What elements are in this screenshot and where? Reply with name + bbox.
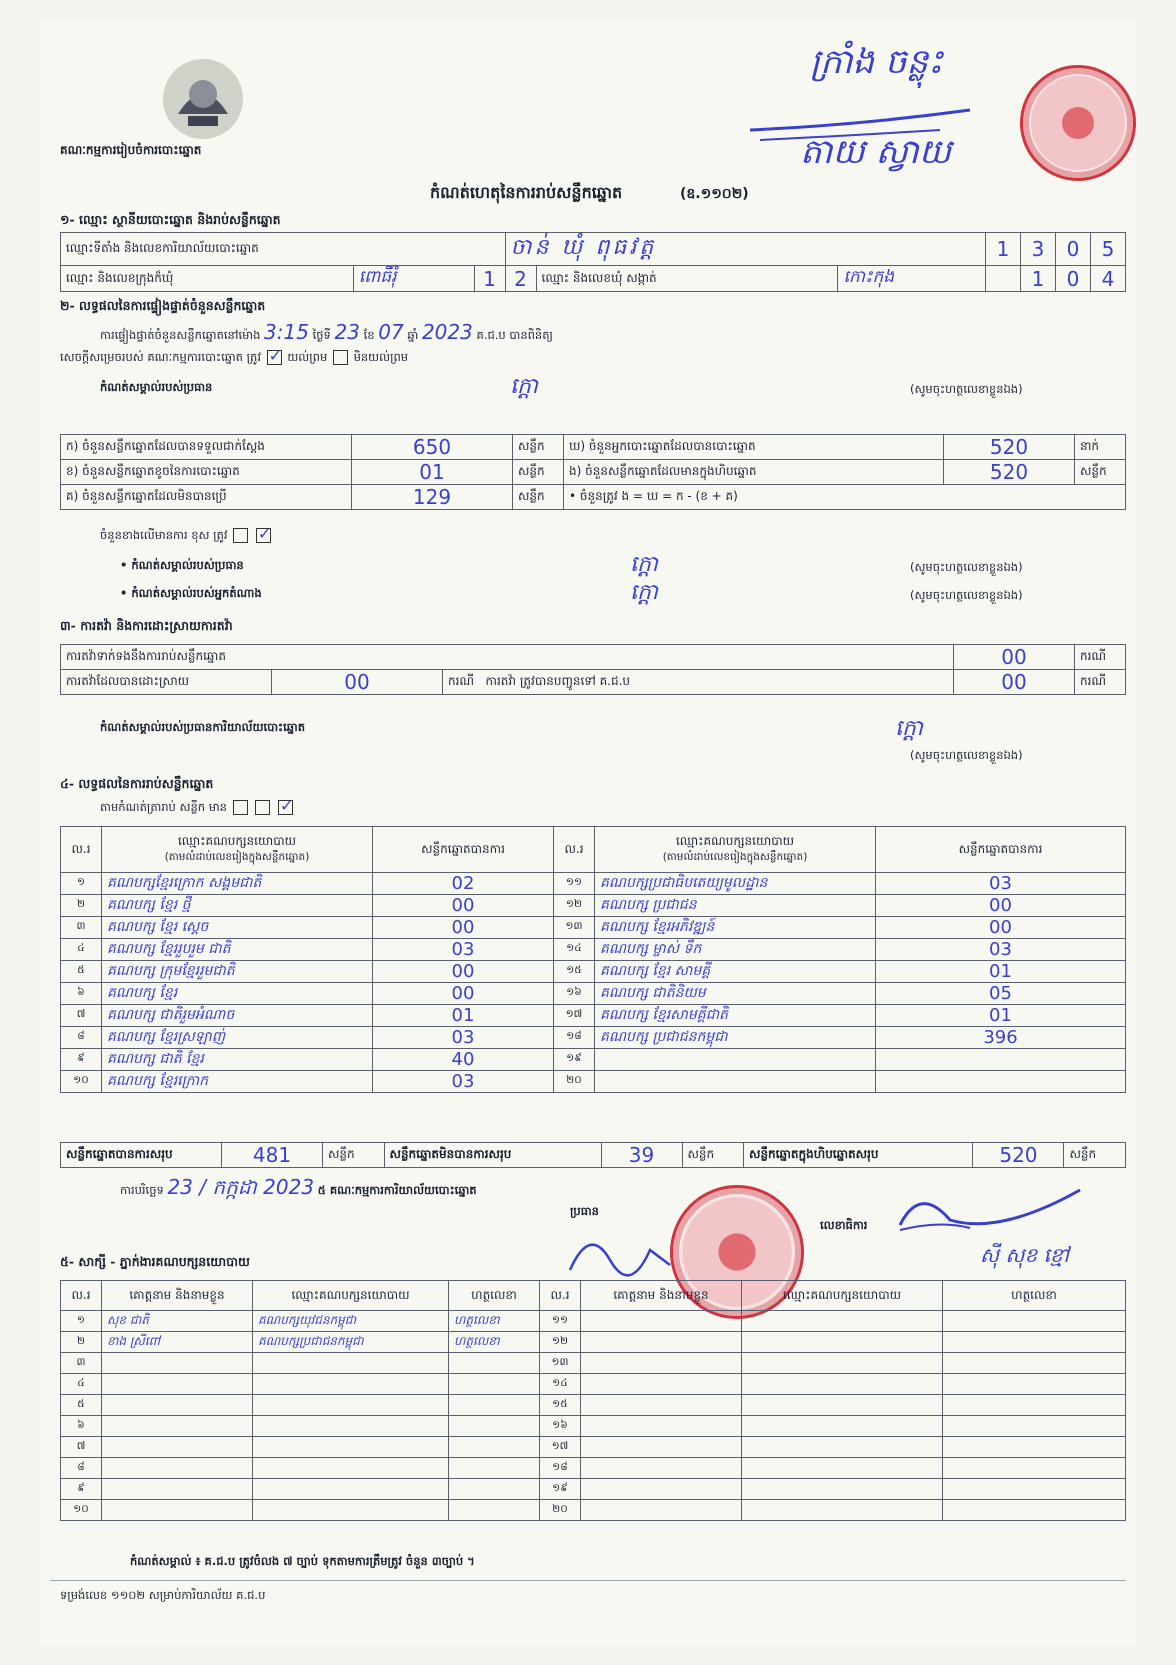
- sign2-note: (សូមចុះហត្ថលេខាខ្លួនឯង): [910, 588, 1023, 602]
- party-votes-left: 01: [373, 1005, 554, 1027]
- row-c-label: គ) ចំនួនសន្លឹកឆ្នោតដែលមិនបានប្រើ: [61, 485, 352, 510]
- table-row: [61, 1027, 1126, 1049]
- party-name-left: គណបក្ស ជាតិ ខ្មែរ: [102, 1049, 373, 1071]
- table-row: [61, 961, 1126, 983]
- witness-party-left: គណបក្សប្រជាជនកម្ពុជា: [253, 1332, 449, 1353]
- sign1-value: ក្ដោ: [630, 552, 658, 577]
- witness-sign-left: [449, 1395, 540, 1416]
- secretary-signature: [880, 1180, 1100, 1250]
- line1-prefix: ការផ្ទៀងផ្ទាត់ចំនួនសន្លឹកឆ្នោតនៅម៉ោង: [100, 328, 261, 342]
- party-no-right: ១៨: [554, 1027, 595, 1049]
- option1-checkbox[interactable]: [233, 800, 248, 815]
- party-no-left: ៧: [61, 1005, 102, 1027]
- disagree-label: មិនយល់ព្រម: [353, 350, 409, 364]
- total-invalid-label: សន្លឹកឆ្នោតមិនបានការសរុប: [384, 1143, 601, 1168]
- section2-line2: [60, 350, 408, 367]
- section1-table: [60, 232, 1126, 292]
- party-name-right: គណបក្ស ជាតិនិយម: [595, 983, 876, 1005]
- witness-no-right: ១៧: [540, 1437, 581, 1458]
- row-d-label: ឃ) ចំនួនអ្នកបោះឆ្នោតដែលបានបោះឆ្នោត: [564, 435, 944, 460]
- party-no-left: ១០: [61, 1071, 102, 1093]
- row2-digit-b3: 4: [1091, 266, 1126, 292]
- witness-party-left: [253, 1374, 449, 1395]
- witness-party-left: គណបក្សយុវជនកម្ពុជា: [253, 1311, 449, 1332]
- party-no-left: ២: [61, 895, 102, 917]
- party-name-left: គណបក្ស ខ្មែរក្រោក: [102, 1071, 373, 1093]
- witness-no-right: ១៥: [540, 1395, 581, 1416]
- table-row: [61, 1395, 1126, 1416]
- party-no-left: ៥: [61, 961, 102, 983]
- national-emblem-icon: [158, 54, 248, 144]
- row2-digit-b2: 0: [1056, 266, 1091, 292]
- w-col-name-left: គោត្តនាម និងនាមខ្លួន: [102, 1281, 253, 1311]
- row1-digit-2: 3: [1021, 233, 1056, 266]
- party-name-left: គណបក្សខ្មែរក្រោក សង្គមជាតិ: [102, 873, 373, 895]
- witness-no-right: ២០: [540, 1500, 581, 1521]
- party-no-left: ១: [61, 873, 102, 895]
- witness-name-left: [102, 1374, 253, 1395]
- total-invalid-value: 39: [601, 1143, 682, 1168]
- witness-party-right: [742, 1374, 943, 1395]
- col-no-left: ល.រ: [61, 827, 102, 873]
- party-votes-right: 03: [876, 873, 1126, 895]
- row-e-unit: សន្លឹក: [1075, 460, 1126, 485]
- party-votes-left: 03: [373, 1071, 554, 1093]
- witness-sign-right: [943, 1353, 1126, 1374]
- witness-no-left: ២: [61, 1332, 102, 1353]
- witness-no-left: ៥: [61, 1395, 102, 1416]
- party-no-right: ១៣: [554, 917, 595, 939]
- col-name-right-title: ឈ្មោះគណបក្សនយោបាយ: [675, 834, 795, 848]
- witness-no-left: ១: [61, 1311, 102, 1332]
- witness-name-right: [581, 1416, 742, 1437]
- disagree-checkbox[interactable]: [333, 350, 348, 365]
- party-votes-right: [876, 1049, 1126, 1071]
- party-name-left: គណបក្ស ខ្មែរ ថ្មី: [102, 895, 373, 917]
- witness-name-right: [581, 1311, 742, 1332]
- total-valid-unit: សន្លឹក: [323, 1143, 385, 1168]
- party-votes-left: 03: [373, 1027, 554, 1049]
- party-name-right: [595, 1049, 876, 1071]
- party-votes-right: [876, 1071, 1126, 1093]
- row2-label-b: ឈ្មោះ និងលេខឃុំ សង្កាត់: [536, 266, 838, 292]
- section3-title: ៣- ការតវ៉ា និងការដោះស្រាយការតវ៉ា: [60, 618, 233, 633]
- party-name-right: គណបក្ស ប្រជាជន: [595, 895, 876, 917]
- witness-no-right: ១៩: [540, 1479, 581, 1500]
- col-votes-left: សន្លឹកឆ្នោតបានការ: [373, 827, 554, 873]
- witness-party-right: [742, 1437, 943, 1458]
- section2-check-line: [100, 528, 273, 545]
- table-row: [61, 917, 1126, 939]
- witness-sign-right: [943, 1395, 1126, 1416]
- witness-no-left: ៩: [61, 1479, 102, 1500]
- witness-name-right: [581, 1479, 742, 1500]
- witness-party-left: [253, 1353, 449, 1374]
- row-c-unit: សន្លឹក: [513, 485, 564, 510]
- section3-sign-value: ក្ដោ: [895, 716, 923, 741]
- witness-sign-left: [449, 1479, 540, 1500]
- section4-title: ៤- លទ្ធផលនៃការរាប់សន្លឹកឆ្នោត: [60, 776, 214, 791]
- witness-name-right: [581, 1437, 742, 1458]
- party-votes-left: 00: [373, 895, 554, 917]
- form-code: (ឧ.១១០២): [680, 186, 749, 202]
- witness-no-left: ៧: [61, 1437, 102, 1458]
- option2-checkbox[interactable]: [255, 800, 270, 815]
- date-suffix: ៥ គណៈកម្មការការិយាល័យបោះឆ្នោត: [317, 1183, 477, 1197]
- party-name-right: គណបក្សប្រជាធិបតេយ្យមូលដ្ឋាន: [595, 873, 876, 895]
- col-no-right: ល.រ: [554, 827, 595, 873]
- line2-text: សេចក្តីសម្រេចរបស់ គណៈកម្មការបោះឆ្នោត ត្រូវ: [60, 350, 262, 364]
- party-name-right: គណបក្ស ម្ចាស់ ទឹក: [595, 939, 876, 961]
- party-votes-right: 01: [876, 961, 1126, 983]
- table-row: [61, 1500, 1126, 1521]
- witness-sign-right: [943, 1374, 1126, 1395]
- witness-table: [60, 1280, 1126, 1521]
- w-col-name-right: គោត្តនាម និងនាមខ្លួន: [581, 1281, 742, 1311]
- complaint-row1-value: 00: [954, 645, 1075, 670]
- table-row: [61, 939, 1126, 961]
- witness-no-right: ១៨: [540, 1458, 581, 1479]
- witness-party-left: [253, 1416, 449, 1437]
- witness-name-left: [102, 1395, 253, 1416]
- day-label: ថ្ងៃទី: [312, 328, 331, 342]
- witness-name-right: [581, 1353, 742, 1374]
- witness-name-left: [102, 1416, 253, 1437]
- row1-digit-4: 5: [1091, 233, 1126, 266]
- party-votes-right: 01: [876, 1005, 1126, 1027]
- official-stamp-top: [1020, 65, 1136, 181]
- table-row: [61, 1353, 1126, 1374]
- party-no-left: ៨: [61, 1027, 102, 1049]
- table-row: [61, 1479, 1126, 1500]
- row1-digit-1: 1: [986, 233, 1021, 266]
- row-d-value: 520: [944, 435, 1075, 460]
- total-valid-label: សន្លឹកឆ្នោតបានការសរុប: [61, 1143, 222, 1168]
- correct-checkbox[interactable]: [256, 528, 271, 543]
- top-note-line2: តាយ ស្វាយ: [800, 132, 952, 172]
- party-no-left: ៦: [61, 983, 102, 1005]
- complaint-row2-label: ការតវ៉ាដែលបានដោះស្រាយ: [61, 670, 272, 695]
- party-votes-right: 00: [876, 895, 1126, 917]
- party-no-right: ១១: [554, 873, 595, 895]
- witness-no-left: ៨: [61, 1458, 102, 1479]
- witness-sign-left: [449, 1500, 540, 1521]
- party-name-left: គណបក្ស ខ្មែររួបរួម ជាតិ: [102, 939, 373, 961]
- section2-table: [60, 434, 1126, 510]
- witness-sign-right: [943, 1458, 1126, 1479]
- party-name-right: គណបក្ស ខ្មែរ សាមគ្គី: [595, 961, 876, 983]
- party-no-right: ១២: [554, 895, 595, 917]
- party-votes-right: 396: [876, 1027, 1126, 1049]
- time-value: 3:15: [264, 320, 309, 344]
- footnote: កំណត់សម្គាល់ ៖ គ.ជ.ប ត្រូវចំលង ៧ ច្បាប់ ទុកតាមការត្រឹមត្រូវ ចំនួន ៣ច្បាប់ ។: [130, 1554, 475, 1568]
- witness-party-left: [253, 1458, 449, 1479]
- witness-party-left: [253, 1500, 449, 1521]
- party-votes-left: 00: [373, 983, 554, 1005]
- col-name-left-title: ឈ្មោះគណបក្សនយោបាយ: [177, 834, 297, 848]
- w-col-no-right: ល.រ: [540, 1281, 581, 1311]
- witness-no-right: ១៤: [540, 1374, 581, 1395]
- row1-digit-3: 0: [1056, 233, 1091, 266]
- chair-label: ប្រធាន: [570, 1204, 599, 1218]
- witness-no-left: ១០: [61, 1500, 102, 1521]
- witness-sign-left: [449, 1374, 540, 1395]
- party-name-right: គណបក្ស ខ្មែរសាមគ្គីជាតិ: [595, 1005, 876, 1027]
- section2-note-label: កំណត់សម្គាល់របស់ប្រធាន: [100, 380, 213, 394]
- table-row: [61, 895, 1126, 917]
- witness-party-right: [742, 1353, 943, 1374]
- party-name-right: [595, 1071, 876, 1093]
- row2-value: ពោធិ៍រុំ: [353, 266, 474, 292]
- date-value: 23 / កក្កដា 2023: [167, 1175, 315, 1199]
- total-invalid-unit: សន្លឹក: [682, 1143, 744, 1168]
- witness-party-left: [253, 1395, 449, 1416]
- table-row: [61, 983, 1126, 1005]
- party-name-left: គណបក្ស ជាតិរួមអំណាច: [102, 1005, 373, 1027]
- witness-sign-right: [943, 1416, 1126, 1437]
- complaint-row1-unit: ករណី: [1075, 645, 1126, 670]
- total-valid-value: 481: [222, 1143, 323, 1168]
- secretary-name: ស៊ី សុខ ខ្មៅ: [980, 1243, 1069, 1267]
- row-b-value: 01: [352, 460, 513, 485]
- w-col-sign-left: ហត្ថលេខា: [449, 1281, 540, 1311]
- witness-party-right: [742, 1500, 943, 1521]
- witness-name-left: [102, 1437, 253, 1458]
- col-name-right-sub: (តាមលំដាប់លេខរៀងក្នុងសន្លឹកឆ្នោត): [662, 851, 808, 863]
- witness-name-right: [581, 1374, 742, 1395]
- witness-party-right: [742, 1332, 943, 1353]
- month-label: ខែ: [363, 328, 375, 342]
- option3-checkbox[interactable]: [278, 800, 293, 815]
- party-name-left: គណបក្ស ខ្មែរស្រឡាញ់: [102, 1027, 373, 1049]
- organization-name: គណៈកម្មការរៀបចំការបោះឆ្នោត: [60, 143, 202, 157]
- party-name-left: គណបក្ស ក្រុមខ្មែររួមជាតិ: [102, 961, 373, 983]
- row2-digit-a2: 2: [505, 266, 536, 292]
- complaint-row2-b-cell: [443, 670, 954, 695]
- intro-text: តាមកំណត់ត្រារាប់ សន្លឹក មាន: [100, 800, 227, 814]
- witness-no-right: ១៦: [540, 1416, 581, 1437]
- witness-party-right: [742, 1395, 943, 1416]
- party-votes-left: 00: [373, 917, 554, 939]
- witness-name-left: សុខ ជាតិ: [102, 1311, 253, 1332]
- party-no-right: ១៤: [554, 939, 595, 961]
- witness-name-left: [102, 1500, 253, 1521]
- row-e-value: 520: [944, 460, 1075, 485]
- witness-sign-right: [943, 1311, 1126, 1332]
- witness-sign-right: [943, 1437, 1126, 1458]
- section3-sign-note: (សូមចុះហត្ថលេខាខ្លួនឯង): [910, 748, 1023, 762]
- row1-label: ឈ្មោះទីតាំង និងលេខការិយាល័យបោះឆ្នោត: [61, 233, 506, 266]
- total-box-label: សន្លឹកឆ្នោតក្នុងហិបឆ្នោតសរុប: [744, 1143, 973, 1168]
- section5-title: ៥- សាក្សី - ភ្នាក់ងារគណបក្សនយោបាយ: [60, 1254, 250, 1269]
- party-name-right: គណបក្ស ប្រជាជនកម្ពុជា: [595, 1027, 876, 1049]
- complaint-row2-value-b: 00: [954, 670, 1075, 695]
- witness-sign-left: [449, 1353, 540, 1374]
- witness-party-right: [742, 1311, 943, 1332]
- day-value: 23: [334, 320, 360, 344]
- row2-digit-a1: 1: [474, 266, 505, 292]
- document-page: [40, 20, 1136, 1645]
- witness-name-left: ខាង ស្រីពៅ: [102, 1332, 253, 1353]
- party-votes-left: 00: [373, 961, 554, 983]
- party-votes-left: 02: [373, 873, 554, 895]
- row-formula: • ចំនួនត្រូវ ង = ឃ = ក - (ខ + គ): [564, 485, 1126, 510]
- witness-no-left: ៦: [61, 1416, 102, 1437]
- party-votes-left: 03: [373, 939, 554, 961]
- section2-title: ២- លទ្ធផលនៃការផ្ទៀងផ្ទាត់ចំនួនសន្លឹកឆ្នោត: [60, 298, 266, 313]
- party-no-right: ១៩: [554, 1049, 595, 1071]
- table-row: [61, 873, 1126, 895]
- witness-party-right: [742, 1479, 943, 1500]
- section1-title: ១- ឈ្មោះ ស្ថានីយបោះឆ្នោត និងរាប់សន្លឹកឆ្នោត: [60, 212, 281, 227]
- sign1-label: • កំណត់សម្គាល់របស់ប្រធាន: [120, 558, 244, 572]
- totals-row: [60, 1142, 1126, 1168]
- witness-name-right: [581, 1395, 742, 1416]
- w-col-party-left: ឈ្មោះគណបក្សនយោបាយ: [253, 1281, 449, 1311]
- check-line-text: ចំនួនខាងលើមានការ ខុស ត្រូវ: [100, 528, 228, 542]
- top-note-line1: ក្រាំង ចន្លុះ: [810, 42, 943, 82]
- witness-name-right: [581, 1332, 742, 1353]
- row-a-unit: សន្លឹក: [513, 435, 564, 460]
- witness-party-left: [253, 1437, 449, 1458]
- witness-no-left: ៤: [61, 1374, 102, 1395]
- table-row: [61, 1416, 1126, 1437]
- w-col-sign-right: ហត្ថលេខា: [943, 1281, 1126, 1311]
- table-row: [61, 1071, 1126, 1093]
- witness-no-left: ៣: [61, 1353, 102, 1374]
- witness-name-left: [102, 1353, 253, 1374]
- complaint-row2-label-b: ការតវ៉ា ត្រូវបានបញ្ជូនទៅ គ.ជ.ប: [485, 674, 631, 688]
- row-a-value: 650: [352, 435, 513, 460]
- w-col-no-left: ល.រ: [61, 1281, 102, 1311]
- party-no-right: ២០: [554, 1071, 595, 1093]
- party-no-left: ៤: [61, 939, 102, 961]
- section3-table: [60, 644, 1126, 695]
- footer-divider: [50, 1580, 1126, 1581]
- witness-no-right: ១២: [540, 1332, 581, 1353]
- row2-label: ឈ្មោះ និងលេខក្រុងក៏ឃុំ: [61, 266, 354, 292]
- witness-no-right: ១១: [540, 1311, 581, 1332]
- party-votes-left: 40: [373, 1049, 554, 1071]
- section4-intro: [100, 800, 295, 817]
- date-line: [120, 1174, 477, 1204]
- month-value: 07: [378, 320, 404, 344]
- sign1-note: (សូមចុះហត្ថលេខាខ្លួនឯង): [910, 560, 1023, 574]
- witness-sign-left: ហត្ថលេខា: [449, 1332, 540, 1353]
- handwritten-strokes: [740, 90, 980, 150]
- complaint-row2-unit: ករណី: [448, 674, 475, 688]
- row-a-label: ក) ចំនួនសន្លឹកឆ្នោតដែលបានទទួលជាក់ស្តែង: [61, 435, 352, 460]
- witness-name-right: [581, 1500, 742, 1521]
- witness-sign-right: [943, 1479, 1126, 1500]
- section2-sign-note: (សូមចុះហត្ថលេខាខ្លួនឯង): [910, 382, 1023, 396]
- secretary-label: លេខាធិការ: [820, 1218, 868, 1232]
- witness-sign-right: [943, 1500, 1126, 1521]
- party-no-right: ១៧: [554, 1005, 595, 1027]
- col-name-right: [595, 827, 876, 873]
- witness-name-left: [102, 1479, 253, 1500]
- party-votes-right: 03: [876, 939, 1126, 961]
- col-name-left-sub: (តាមលំដាប់លេខរៀងក្នុងសន្លឹកឆ្នោត): [164, 851, 310, 863]
- row-d-unit: នាក់: [1075, 435, 1126, 460]
- bottom-note: ទម្រង់លេខ ១១០២ សម្រាប់ការិយាល័យ គ.ជ.ប: [60, 1588, 266, 1602]
- party-votes-right: 05: [876, 983, 1126, 1005]
- sign2-value: ក្ដោ: [630, 580, 658, 605]
- party-no-right: ១៥: [554, 961, 595, 983]
- year-label: ឆ្នាំ: [407, 328, 419, 342]
- table-row: [61, 1005, 1126, 1027]
- witness-party-right: [742, 1458, 943, 1479]
- row1-value: ចាន់ ឃុំ ពុធវត្ត: [505, 233, 985, 266]
- year-value: 2023: [421, 320, 473, 344]
- witness-sign-left: [449, 1437, 540, 1458]
- table-row: [61, 1049, 1126, 1071]
- sign2-label: • កំណត់សម្គាល់របស់អ្នកតំណាង: [120, 586, 262, 600]
- party-name-right: គណបក្ស ខ្មែរអភិវឌ្ឍន៍: [595, 917, 876, 939]
- complaint-row2-unit-b: ករណី: [1075, 670, 1126, 695]
- witness-name-left: [102, 1458, 253, 1479]
- section3-sign-label: កំណត់សម្គាល់របស់ប្រធានការិយាល័យបោះឆ្នោត: [100, 720, 306, 734]
- document-title: កំណត់ហេតុនៃការរាប់សន្លឹកឆ្នោត: [430, 183, 623, 202]
- agree-label: យល់ព្រម: [287, 350, 328, 364]
- date-prefix: ការបរិច្ឆេទ: [120, 1183, 164, 1197]
- col-name-left: [102, 827, 373, 873]
- party-no-right: ១៦: [554, 983, 595, 1005]
- line1-suffix: គ.ជ.ប បានពិនិត្យ: [476, 328, 553, 342]
- row2-value-b: កោះកុង: [838, 266, 986, 292]
- party-votes-right: 00: [876, 917, 1126, 939]
- witness-name-right: [581, 1458, 742, 1479]
- witness-sign-left: ហត្ថលេខា: [449, 1311, 540, 1332]
- complaint-row2-value: 00: [272, 670, 443, 695]
- row2-digit-b1: 1: [1021, 266, 1056, 292]
- total-box-unit: សន្លឹក: [1064, 1143, 1126, 1168]
- party-no-left: ៣: [61, 917, 102, 939]
- witness-sign-left: [449, 1416, 540, 1437]
- witness-party-right: [742, 1416, 943, 1437]
- party-no-left: ៩: [61, 1049, 102, 1071]
- complaint-row1-label: ការតវ៉ាទាក់ទងនឹងការរាប់សន្លឹកឆ្នោត: [61, 645, 954, 670]
- witness-sign-left: [449, 1458, 540, 1479]
- witness-sign-right: [943, 1332, 1126, 1353]
- table-row: [61, 1458, 1126, 1479]
- wrong-checkbox[interactable]: [233, 528, 248, 543]
- col-votes-right: សន្លឹកឆ្នោតបានការ: [876, 827, 1126, 873]
- party-name-left: គណបក្ស ខ្មែរ ស្ដេច: [102, 917, 373, 939]
- agree-checkbox[interactable]: [267, 350, 282, 365]
- row-b-label: ខ) ចំនួនសន្លឹកឆ្នោតខូចនៃការបោះឆ្នោត: [61, 460, 352, 485]
- table-row: [61, 1311, 1126, 1332]
- row-c-value: 129: [352, 485, 513, 510]
- total-box-value: 520: [973, 1143, 1064, 1168]
- witness-party-left: [253, 1479, 449, 1500]
- row-e-label: ង) ចំនួនសន្លឹកឆ្នោតដែលមានក្នុងហិបឆ្នោត: [564, 460, 944, 485]
- table-row: [61, 1374, 1126, 1395]
- table-row: [61, 1332, 1126, 1353]
- row-b-unit: សន្លឹក: [513, 460, 564, 485]
- section2-line1: [100, 320, 553, 345]
- w-col-party-right: ឈ្មោះគណបក្សនយោបាយ: [742, 1281, 943, 1311]
- section2-note-value: ក្ដោ: [510, 374, 538, 399]
- results-table: [60, 826, 1126, 1093]
- witness-no-right: ១៣: [540, 1353, 581, 1374]
- table-row: [61, 1437, 1126, 1458]
- party-name-left: គណបក្ស ខ្មែរ: [102, 983, 373, 1005]
